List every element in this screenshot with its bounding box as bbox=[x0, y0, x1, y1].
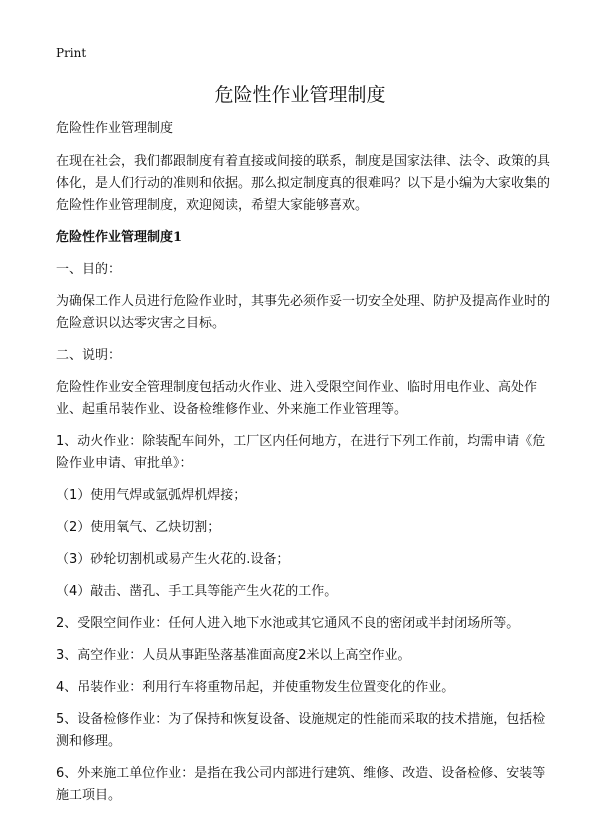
paragraph-confined-space: 2、受限空间作业：任何人进入地下水池或其它通风不良的密闭或半封闭场所等。 bbox=[56, 616, 520, 631]
document-subtitle: 危险性作业管理制度 bbox=[56, 121, 174, 136]
paragraph-height-work: 3、高空作业：人员从事距坠落基准面高度2米以上高空作业。 bbox=[56, 648, 411, 663]
list-item: （1）使用气焊或氩弧焊机焊接； bbox=[56, 488, 247, 503]
intro-paragraph: 在现在社会，我们都跟制度有着直接或间接的联系，制度是国家法律、法令、政策的具体化，是人们行动的准则和依据。那么拟定制度真的很难吗？以下是小编为大家收集的危险性作业管理制度，欢迎阅读，希望大家能够喜欢。 bbox=[56, 154, 551, 213]
paragraph-lifting: 4、吊装作业：利用行车将重物吊起，并使重物发生位置变化的作业。 bbox=[56, 680, 455, 695]
paragraph-explanation-heading: 二、说明： bbox=[56, 348, 122, 363]
paragraph-purpose: 为确保工作人员进行危险作业时，其事先必须作妥一切安全处理、防护及提高作业时的危险意识以达零灾害之目标。 bbox=[56, 294, 551, 331]
section-heading: 危险性作业管理制度1 bbox=[56, 230, 183, 245]
paragraph-maintenance: 5、设备检修作业：为了保持和恢复设备、设施规定的性能而采取的技术措施，包括检测和修理。 bbox=[56, 712, 546, 749]
list-item: （3）砂轮切割机或易产生火花的.设备； bbox=[56, 552, 290, 567]
paragraph-purpose-heading: 一、目的： bbox=[56, 262, 122, 277]
paragraph-contractor: 6、外来施工单位作业：是指在我公司内部进行建筑、维修、改造、设备检修、安装等施工项目。 bbox=[56, 766, 546, 803]
page-title: 危险性作业管理制度 bbox=[214, 84, 386, 106]
paragraph-hot-work: 1、动火作业：除装配车间外，工厂区内任何地方，在进行下列工作前，均需申请《危险作业申请、审批单》： bbox=[56, 434, 546, 471]
paragraph-explanation: 危险性作业安全管理制度包括动火作业、进入受限空间作业、临时用电作业、高处作业、起重吊装作业、设备检维修作业、外来施工作业管理等。 bbox=[56, 380, 538, 417]
list-item: （4）敲击、凿孔、手工具等能产生火花的工作。 bbox=[56, 584, 338, 599]
list-item: （2）使用氧气、乙炔切割； bbox=[56, 520, 221, 535]
print-link[interactable]: Print bbox=[56, 46, 87, 60]
document-body bbox=[56, 118, 550, 817]
